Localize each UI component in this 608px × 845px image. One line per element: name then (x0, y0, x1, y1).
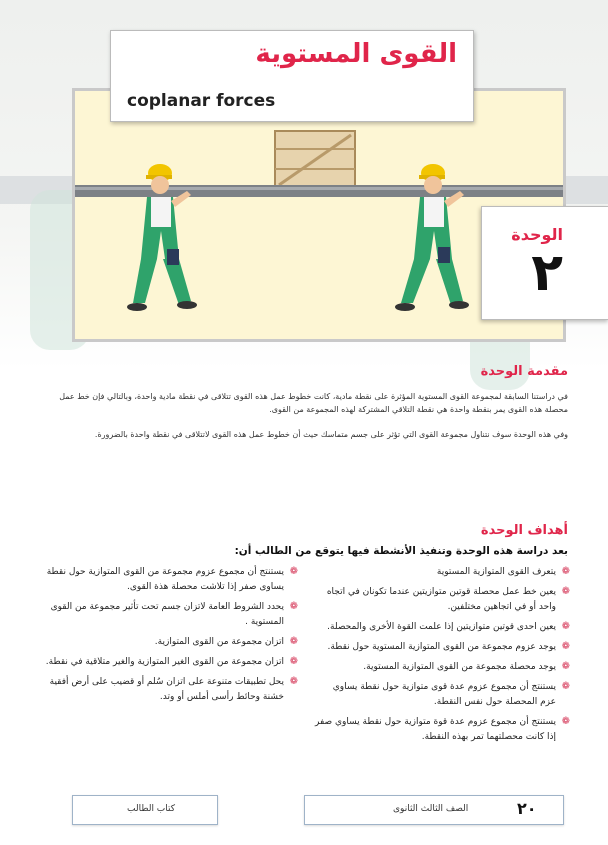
goal-text: يوجد محصلة مجموعة من القوى المتوازية المستوية. (363, 662, 556, 672)
unit-number: ٢ (531, 243, 563, 303)
steel-beam (75, 185, 563, 197)
unit-label: الوحدة (511, 225, 563, 244)
flower-bullet-icon: ❁ (289, 636, 298, 647)
footer-book-label (72, 795, 218, 825)
goal-item (42, 675, 298, 705)
goal-item (42, 635, 298, 650)
goal-text: يوجد عزوم مجموعة من القوى المتوازية المستوية حول نقطة. (327, 642, 556, 652)
flower-bullet-icon: ❁ (561, 681, 570, 692)
goal-item (42, 600, 298, 630)
intro-paragraph: وفي هذه الوحدة سوف نتناول مجموعة القوى التي تؤثر على جسم متماسك حيث أن خطوط عمل هذه القوى لاتتلاقى في نقطة واحدة بالضرورة. (94, 430, 568, 439)
goal-item (42, 565, 298, 595)
goals-list-left (42, 565, 298, 710)
goal-text: يحدد الشروط العامة لاتزان جسم تحت تأثير مجموعة من القوى المستوية . (50, 602, 284, 627)
goal-item (314, 620, 570, 635)
flower-bullet-icon: ❁ (561, 641, 570, 652)
grade-label: الصف الثالث الثانوى (393, 804, 469, 814)
goals-heading: أهداف الوحدة (480, 523, 568, 538)
goal-text: يحل تطبيقات متنوعة على اتزان سُلم أو قضيب على أرض أفقية خشنة وحائط رأسى أملس أو وتد. (49, 677, 284, 702)
crate (275, 131, 355, 187)
footer-page-info (304, 795, 564, 825)
goal-item (314, 640, 570, 655)
goals-list-right (314, 565, 570, 750)
goal-text: يتعرف القوى المتوازية المستوية (436, 567, 556, 577)
flower-bullet-icon: ❁ (289, 656, 298, 667)
goal-item (314, 565, 570, 580)
intro-paragraph: في دراستنا السابقة لمجموعة القوى المستوية المؤثرة على نقطة مادية، كانت خطوط عمل هذه القوى تتلاقى في نقطة مادية واحدة، وبالتالي فإن خط عمل محصلة هذه القوى يمر بنقطة واحدة هي نقطة التلاقي المشتركة لهذه المجموعة من القوى. (59, 392, 568, 414)
title-card (110, 30, 474, 122)
book-label: كتاب الطالب (127, 804, 176, 814)
goal-item (314, 680, 570, 710)
goal-text: يعين خط عمل محصلة قوتين متوازيتين عندما تكونان في اتجاه واحد أو في اتجاهين مختلفين. (326, 587, 556, 612)
unit-badge (481, 206, 608, 320)
goals-intro: بعد دراسة هذه الوحدة وتنفيذ الأنشطة فيها يتوقع من الطالب أن: (234, 545, 568, 557)
flower-bullet-icon: ❁ (561, 586, 570, 597)
goal-item (314, 715, 570, 745)
goal-text: يستنتج أن مجموع عزوم مجموعة من القوى المتوازية حول نقطة يساوى صفر إذا تلاشت محصلة هذة القوى. (46, 567, 284, 592)
goal-item (314, 660, 570, 675)
goal-text: يستنتج أن مجموع عزوم عدة قوى متوازية حول نقطة يساوي عزم المحصلة حول نفس النقطة. (332, 682, 556, 707)
goal-item (314, 585, 570, 615)
flower-bullet-icon: ❁ (289, 601, 298, 612)
flower-bullet-icon: ❁ (561, 661, 570, 672)
goal-text: اتزان مجموعة من القوى الغير المتوازية والغير متلاقية في نقطة. (45, 657, 284, 667)
goal-text: اتزان مجموعة من القوى المتوازية. (154, 637, 284, 647)
page-title-english: coplanar forces (127, 91, 276, 111)
flower-bullet-icon: ❁ (289, 566, 298, 577)
flower-bullet-icon: ❁ (561, 621, 570, 632)
flower-bullet-icon: ❁ (289, 676, 298, 687)
goal-item (42, 655, 298, 670)
page-title-arabic: القوى المستوية (255, 39, 457, 69)
flower-bullet-icon: ❁ (561, 566, 570, 577)
flower-bullet-icon: ❁ (561, 716, 570, 727)
intro-heading: مقدمة الوحدة (480, 364, 568, 379)
goal-text: يستنتج أن مجموع عزوم عدة قوة متوازية حول نقطة يساوي صفر إذا كانت محصلتهما تمر بهذه النقطة. (314, 717, 556, 742)
page-number: ٢٠ (517, 799, 537, 818)
goal-text: يعين احدى قوتين متوازيتين إذا علمت القوة الأخرى والمحصلة. (327, 622, 556, 632)
